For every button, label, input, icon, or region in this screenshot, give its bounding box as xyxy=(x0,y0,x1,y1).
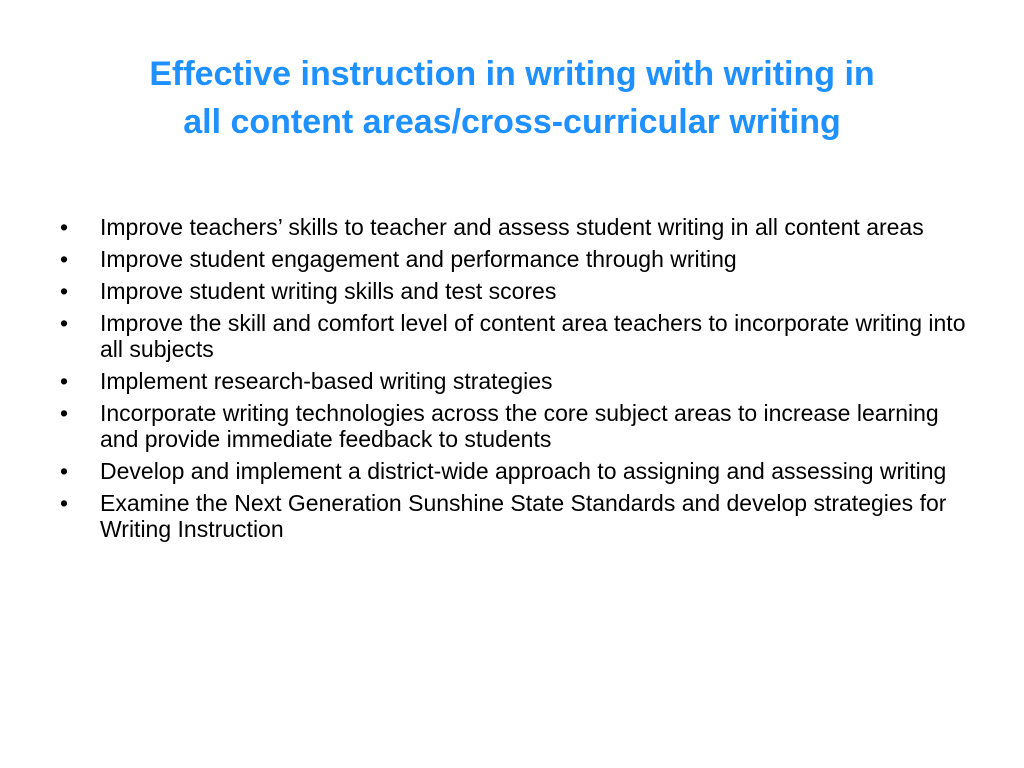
bullet-item xyxy=(60,400,970,452)
bullet-icon: • xyxy=(60,490,69,516)
bullet-item xyxy=(60,214,970,240)
slide-title-line-2: all content areas/cross-curricular writing xyxy=(183,103,841,141)
bullet-item xyxy=(60,310,970,362)
bullet-text: Improve teachers’ skills to teacher and assess student writing in all content areas xyxy=(100,214,924,240)
bullet-icon: • xyxy=(60,368,69,394)
bullet-item xyxy=(60,490,970,542)
bullet-list xyxy=(60,214,970,548)
bullet-icon: • xyxy=(60,278,69,304)
bullet-icon: • xyxy=(60,400,69,426)
bullet-item xyxy=(60,368,970,394)
bullet-text: Examine the Next Generation Sunshine State Standards and develop strategies for Writing Instruction xyxy=(100,490,947,542)
bullet-text: Improve student writing skills and test scores xyxy=(100,278,557,304)
bullet-icon: • xyxy=(60,310,69,336)
bullet-text: Improve the skill and comfort level of content area teachers to incorporate writing into all subjects xyxy=(100,310,966,362)
bullet-item xyxy=(60,278,970,304)
bullet-text: Incorporate writing technologies across the core subject areas to increase learning and provide immediate feedback to students xyxy=(100,400,939,452)
bullet-icon: • xyxy=(60,214,69,240)
bullet-item xyxy=(60,246,970,272)
bullet-item xyxy=(60,458,970,484)
bullet-text: Improve student engagement and performance through writing xyxy=(100,246,737,272)
bullet-text: Implement research-based writing strategies xyxy=(100,368,553,394)
slide-title xyxy=(60,50,964,146)
slide-title-line-1: Effective instruction in writing with writing in xyxy=(149,55,875,93)
bullet-text: Develop and implement a district-wide approach to assigning and assessing writing xyxy=(100,458,947,484)
bullet-icon: • xyxy=(60,458,69,484)
bullet-icon: • xyxy=(60,246,69,272)
